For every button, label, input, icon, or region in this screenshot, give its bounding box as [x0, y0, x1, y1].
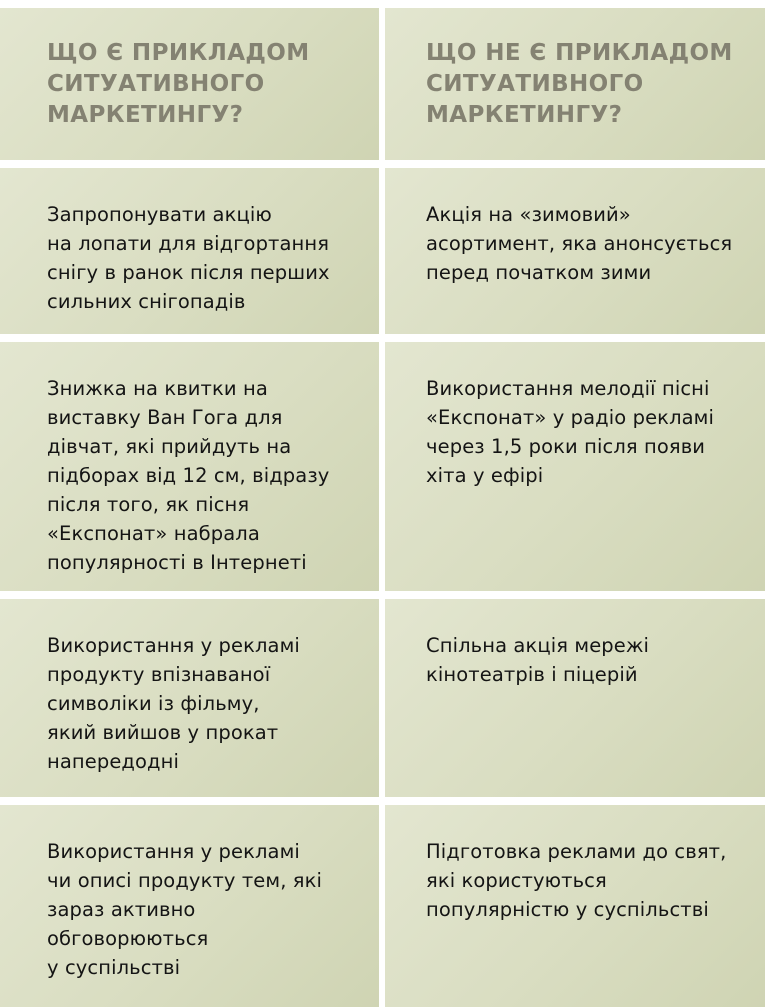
text-line: «Експонат» у радіо рекламі: [426, 406, 715, 429]
header-is-not-example: [385, 8, 765, 160]
header-line: ЩО НЕ Є ПРИКЛАДОМ: [426, 40, 733, 66]
text-line: хіта у ефірі: [426, 464, 544, 487]
header-is-example: [0, 8, 379, 160]
row-1-non-example: [385, 168, 765, 334]
text-line: Спільна акція мережі: [426, 634, 650, 657]
text-line: Акція на «зимовий»: [426, 203, 631, 226]
header-line: СИТУАТИВНОГО: [426, 71, 644, 97]
text-line: обговорюються: [47, 927, 209, 950]
text-line: асортимент, яка анонсується: [426, 232, 733, 255]
text-line: Використання у рекламі: [47, 634, 300, 657]
text-line: дівчат, які прийдуть на: [47, 435, 292, 458]
text-line: після того, як пісня: [47, 493, 250, 516]
text-line: через 1,5 роки після появи: [426, 435, 706, 458]
text-line: перед початком зими: [426, 261, 652, 284]
text-line: який вийшов у прокат: [47, 721, 279, 744]
text-line: снігу в ранок після перших: [47, 261, 330, 284]
row-3-non-example: [385, 599, 765, 797]
text-line: Запропонувати акцію: [47, 203, 272, 226]
text-line: кінотеатрів і піцерій: [426, 663, 638, 686]
header-line: МАРКЕТИНГУ?: [47, 102, 244, 128]
row-2-non-example: [385, 342, 765, 591]
text-line: символіки із фільму,: [47, 692, 260, 715]
row-4-example: [0, 805, 379, 1007]
text-line: які користуються: [426, 869, 607, 892]
header-line: МАРКЕТИНГУ?: [426, 102, 623, 128]
row-2-example: [0, 342, 379, 591]
text-line: напередодні: [47, 750, 179, 773]
text-line: Підготовка реклами до свят,: [426, 840, 727, 863]
text-line: «Експонат» набрала: [47, 522, 260, 545]
header-line: СИТУАТИВНОГО: [47, 71, 265, 97]
text-line: популярністю у суспільстві: [426, 898, 709, 921]
text-line: продукту впізнаваної: [47, 663, 271, 686]
text-line: у суспільстві: [47, 956, 181, 979]
row-3-example: [0, 599, 379, 797]
text-line: Використання мелодії пісні: [426, 377, 710, 400]
text-line: Використання у рекламі: [47, 840, 300, 863]
text-line: чи описі продукту тем, які: [47, 869, 323, 892]
text-line: на лопати для відгортання: [47, 232, 330, 255]
header-line: ЩО Є ПРИКЛАДОМ: [47, 40, 310, 66]
text-line: виставку Ван Гога для: [47, 406, 283, 429]
row-1-example: [0, 168, 379, 334]
row-4-non-example: [385, 805, 765, 1007]
text-line: популярності в Інтернеті: [47, 551, 307, 574]
text-line: підборах від 12 см, відразу: [47, 464, 330, 487]
text-line: сильних снігопадів: [47, 290, 246, 313]
text-line: зараз активно: [47, 898, 196, 921]
text-line: Знижка на квитки на: [47, 377, 268, 400]
